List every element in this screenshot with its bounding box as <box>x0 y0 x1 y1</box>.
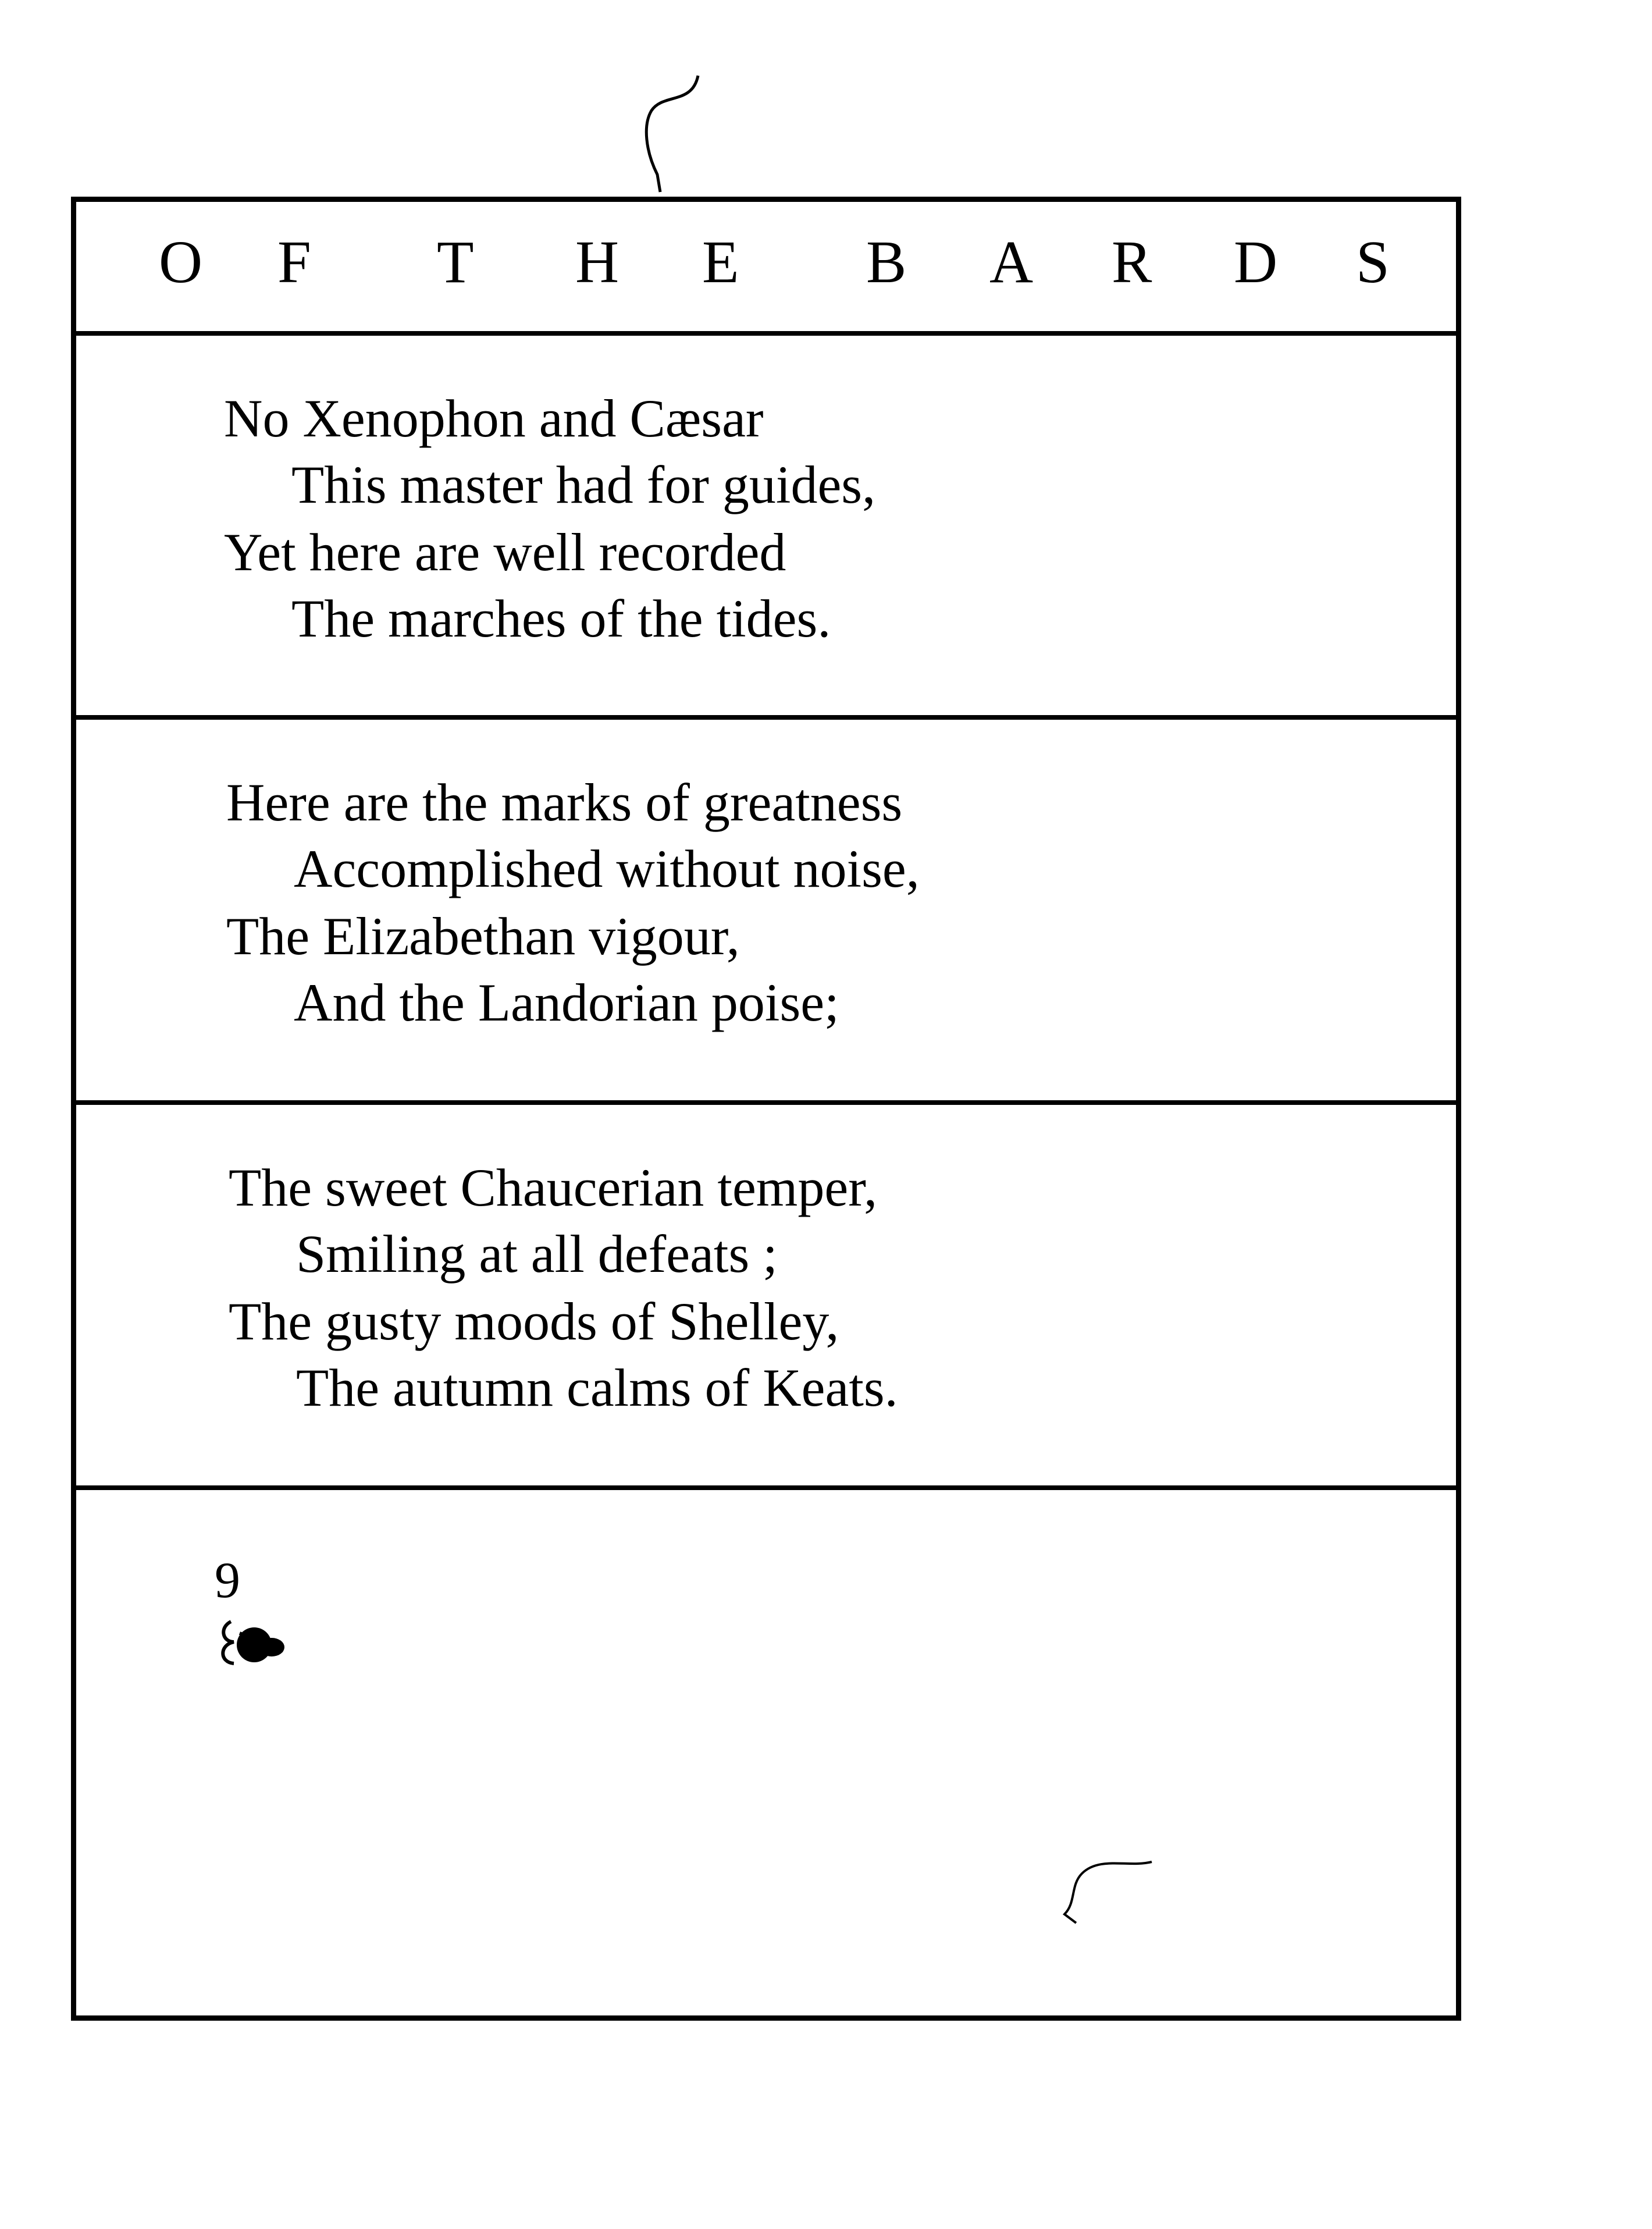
title-letter: B <box>866 229 907 296</box>
poem-line: Accomplished without noise, <box>294 839 920 898</box>
title-letter: H <box>575 229 620 296</box>
poem-line: The sweet Chaucerian temper, <box>229 1158 878 1217</box>
title-letter: E <box>702 229 739 296</box>
title-band <box>76 202 1456 336</box>
title-letter: F <box>277 229 311 296</box>
poem-line: No Xenophon and Cæsar <box>224 389 764 448</box>
stanza-2 <box>76 715 1456 1105</box>
folio-cell <box>76 1485 1456 2015</box>
title-letter: S <box>1356 229 1390 296</box>
page-number: 9 <box>215 1552 240 1609</box>
poem-line: Smiling at all defeats ; <box>296 1224 778 1284</box>
poem-line: Here are the marks of greatness <box>226 773 903 832</box>
poem-line: And the Landorian poise; <box>294 973 839 1032</box>
pen-mark-top-icon <box>628 70 710 198</box>
poem-line: This master had for guides, <box>291 455 876 514</box>
title-letter: R <box>1112 229 1152 296</box>
title-letter: D <box>1234 229 1278 296</box>
poem-line: The gusty moods of Shelley, <box>229 1292 839 1351</box>
poem-line: The Elizabethan vigour, <box>226 906 740 966</box>
poem-line: Yet here are well recorded <box>224 522 786 582</box>
title-letter: T <box>437 229 474 296</box>
poem-frame <box>71 197 1461 2021</box>
poem-line: The autumn calms of Keats. <box>296 1358 898 1417</box>
poem-line: The marches of the tides. <box>291 589 831 648</box>
title-letter: O <box>159 229 203 296</box>
stanza-1 <box>76 331 1456 720</box>
stanza-3 <box>76 1100 1456 1490</box>
ink-blot-icon <box>213 1610 295 1674</box>
title-letter: A <box>989 229 1034 296</box>
